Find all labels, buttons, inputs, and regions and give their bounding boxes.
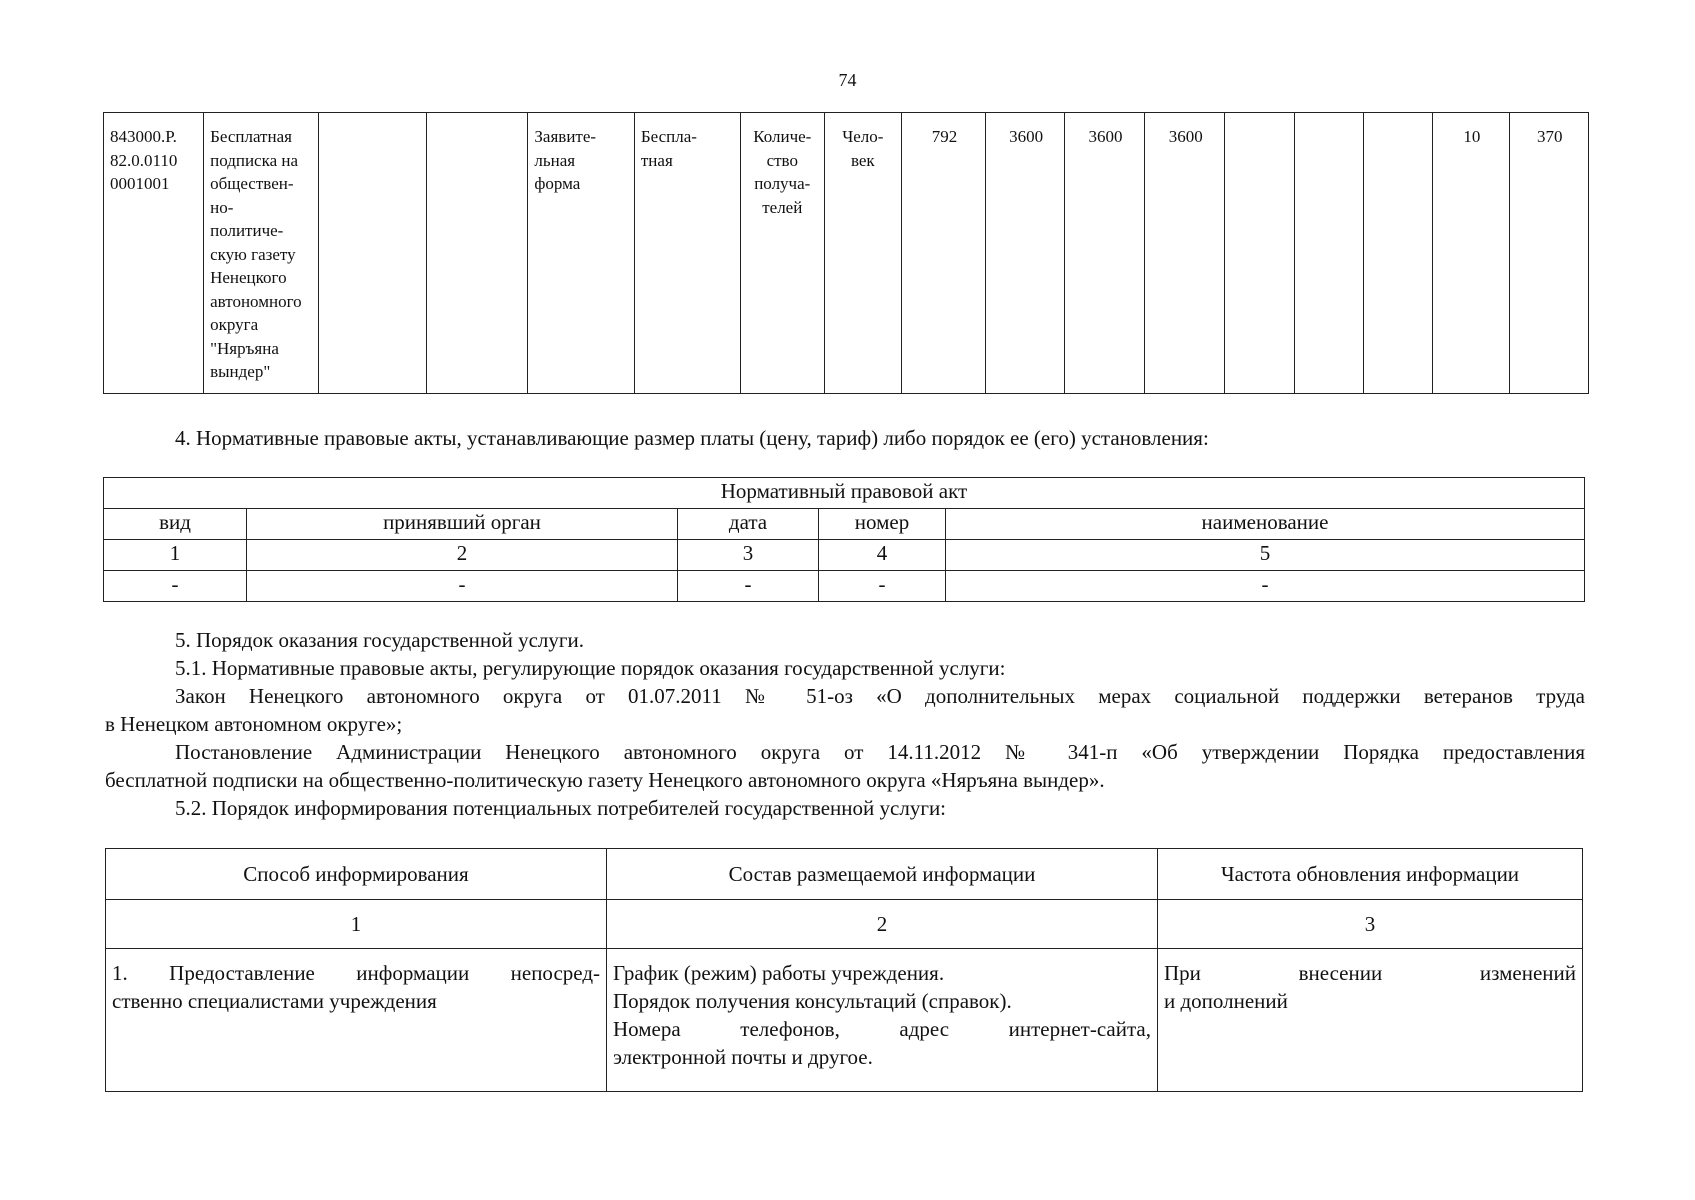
column-number: 3 bbox=[678, 540, 819, 571]
column-number: 2 bbox=[607, 900, 1158, 949]
table-cell: - bbox=[678, 571, 819, 602]
indicator-name: Количе- ство получа- телей bbox=[753, 127, 812, 217]
value-year-3: 3600 bbox=[1168, 127, 1203, 146]
column-number: 1 bbox=[106, 900, 607, 949]
column-header: Частота обновления информации bbox=[1158, 849, 1583, 900]
column-number: 2 bbox=[247, 540, 678, 571]
method-cell bbox=[106, 949, 607, 1092]
table-row bbox=[104, 540, 1585, 571]
table-row bbox=[106, 900, 1583, 949]
column-header: дата bbox=[678, 509, 819, 540]
column-number: 1 bbox=[104, 540, 247, 571]
method-text: 1. Предоставление информации непосред- bbox=[112, 961, 600, 985]
law-reference-line: Закон Ненецкого автономного округа от 01.07.2011 № 51-оз «О дополнительных мерах социальной поддержки ветеранов труда bbox=[175, 684, 1585, 708]
content-cell bbox=[607, 949, 1158, 1092]
table-row bbox=[104, 113, 1589, 394]
content-text: Порядок получения консультаций (справок). bbox=[613, 989, 1012, 1013]
registry-code: 843000.Р. 82.0.0110 0001001 bbox=[110, 127, 178, 193]
column-header: Способ информирования bbox=[106, 849, 607, 900]
deviation-abs-cell bbox=[1509, 113, 1588, 394]
okei-cell bbox=[901, 113, 986, 394]
decree-reference-line: бесплатной подписки на общественно-политическую газету Ненецкого автономного округа «Няръяна вындер». bbox=[105, 768, 1105, 792]
registry-code-cell bbox=[104, 113, 204, 394]
value-cell bbox=[1145, 113, 1225, 394]
table-row bbox=[104, 571, 1585, 602]
table-header-row bbox=[104, 509, 1585, 540]
deviation-percent: 10 bbox=[1463, 127, 1481, 146]
service-form-cell bbox=[528, 113, 634, 394]
table-title: Нормативный правовой акт bbox=[104, 478, 1585, 509]
service-name-cell bbox=[204, 113, 319, 394]
value-cell bbox=[986, 113, 1065, 394]
deviation-absolute: 370 bbox=[1537, 127, 1563, 146]
column-number: 5 bbox=[946, 540, 1585, 571]
okei-code: 792 bbox=[931, 127, 958, 146]
section-5-heading: 5. Порядок оказания государственной услуги. bbox=[175, 628, 584, 652]
section-5-1-heading: 5.1. Нормативные правовые акты, регулирующие порядок оказания государственной услуги: bbox=[175, 656, 1006, 680]
deviation-pct-cell bbox=[1433, 113, 1510, 394]
content-text: Номера телефонов, адрес интернет-сайта, bbox=[613, 1017, 1151, 1041]
payment-cell bbox=[634, 113, 740, 394]
value-year-1: 3600 bbox=[1009, 127, 1044, 146]
value-cell bbox=[1064, 113, 1144, 394]
table-cell: - bbox=[104, 571, 247, 602]
law-reference-line: в Ненецком автономном округе»; bbox=[105, 712, 403, 736]
normative-acts-table bbox=[103, 477, 1585, 602]
unit-name: Чело- век bbox=[842, 127, 884, 170]
method-text: ственно специалистами учреждения bbox=[112, 989, 437, 1013]
table-row bbox=[104, 478, 1585, 509]
frequency-text: и дополнений bbox=[1164, 989, 1288, 1013]
empty-cell bbox=[427, 113, 528, 394]
table-cell: - bbox=[247, 571, 678, 602]
content-text: электронной почты и другое. bbox=[613, 1045, 873, 1069]
service-name: Бесплатная подписка на обществен- но- политиче- скую газету Ненецкого автономного округа "Няръяна вындер" bbox=[210, 127, 302, 381]
frequency-cell bbox=[1158, 949, 1583, 1092]
empty-cell bbox=[1225, 113, 1294, 394]
section-5 bbox=[105, 626, 1585, 822]
service-form: Заявите- льная форма bbox=[534, 127, 597, 193]
column-header: Состав размещаемой информации bbox=[607, 849, 1158, 900]
section-5-2-heading: 5.2. Порядок информирования потенциальных потребителей государственной услуги: bbox=[175, 796, 947, 820]
page-number: 74 bbox=[838, 70, 857, 90]
empty-cell bbox=[1363, 113, 1432, 394]
payment-type: Беспла- тная bbox=[640, 127, 697, 170]
column-header: номер bbox=[819, 509, 946, 540]
service-indicator-table bbox=[103, 112, 1589, 394]
table-cell: - bbox=[946, 571, 1585, 602]
column-header: наименование bbox=[946, 509, 1585, 540]
section-4-heading: 4. Нормативные правовые акты, устанавливающие размер платы (цену, тариф) либо порядок ее (его) установления: bbox=[175, 426, 1209, 450]
unit-cell bbox=[824, 113, 901, 394]
empty-cell bbox=[319, 113, 427, 394]
frequency-text: При внесении изменений bbox=[1164, 961, 1576, 985]
column-header: принявший орган bbox=[247, 509, 678, 540]
value-year-2: 3600 bbox=[1088, 127, 1123, 146]
content-text: График (режим) работы учреждения. bbox=[613, 961, 945, 985]
column-header: вид bbox=[104, 509, 247, 540]
table-header-row bbox=[106, 849, 1583, 900]
column-number: 3 bbox=[1158, 900, 1583, 949]
informing-table bbox=[105, 848, 1583, 1092]
decree-reference-line: Постановление Администрации Ненецкого автономного округа от 14.11.2012 № 341-п «Об утверждении Порядка предоставления bbox=[175, 740, 1585, 764]
indicator-cell bbox=[740, 113, 824, 394]
table-cell: - bbox=[819, 571, 946, 602]
column-number: 4 bbox=[819, 540, 946, 571]
table-row bbox=[106, 949, 1583, 1092]
empty-cell bbox=[1294, 113, 1363, 394]
